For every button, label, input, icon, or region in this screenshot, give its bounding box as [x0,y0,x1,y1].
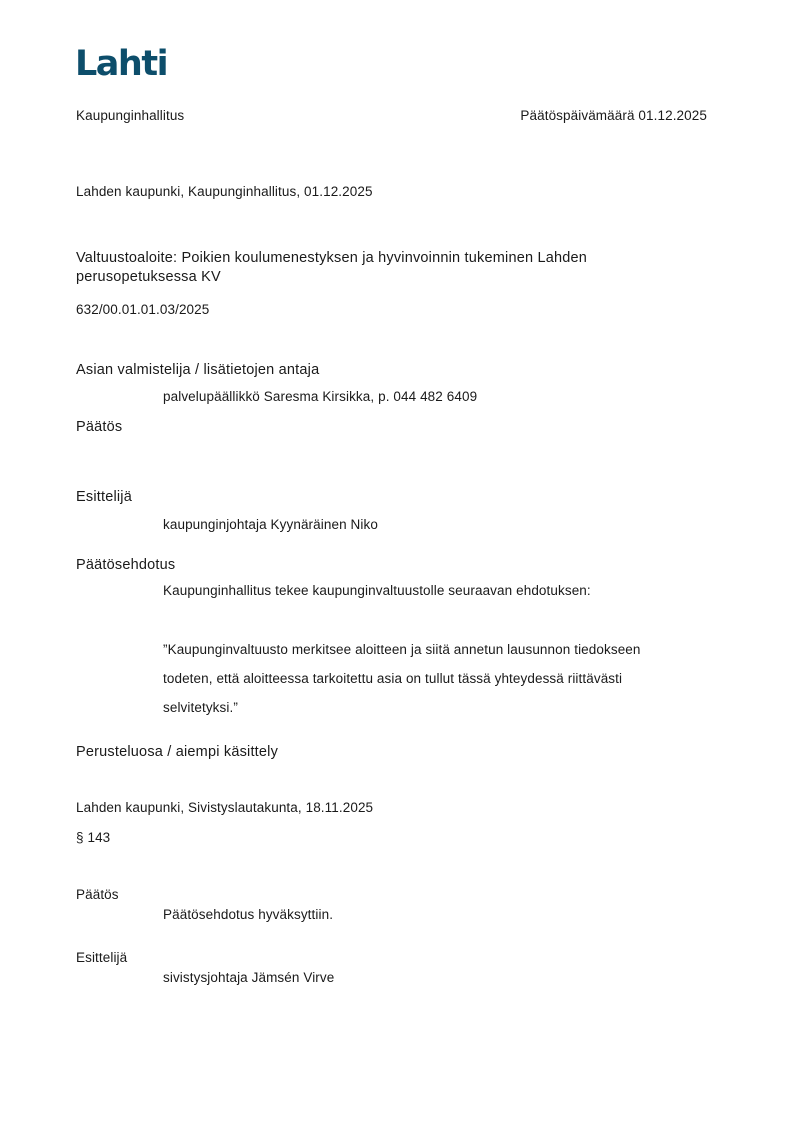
title-line-1: Valtuustoaloite: Poikien koulumenestyksen ja hyvinvoinnin tukeminen Lahden [76,250,588,266]
background-presenter-label: Esittelijä [76,950,128,965]
background-presenter-value: sivistysjohtaja Jämsén Virve [163,970,335,985]
presenter-value: kaupunginjohtaja Kyynäräinen Niko [163,517,378,532]
background-decision-label: Päätös [76,887,119,902]
proposal-intro: Kaupunginhallitus tekee kaupunginvaltuustolle seuraavan ehdotuksen: [163,583,591,598]
presenter-label: Esittelijä [76,489,132,505]
background-meeting-line: Lahden kaupunki, Sivistyslautakunta, 18.11.2025 [76,800,374,815]
title-line-2: perusopetuksessa KV [76,269,221,285]
lahti-logo: Lahti [75,44,168,84]
preparer-label: Asian valmistelija / lisätietojen antaja [76,362,320,378]
preparer-value: palvelupäällikkö Saresma Kirsikka, p. 044 482 6409 [163,389,478,404]
proposal-quote-line: selvitetyksi.” [163,700,238,715]
background-label: Perusteluosa / aiempi käsittely [76,744,279,760]
background-section: § 143 [76,830,111,845]
header-decision-date: Päätöspäivämäärä 01.12.2025 [520,108,707,123]
record-number: 632/00.01.01.03/2025 [76,302,210,317]
meeting-line: Lahden kaupunki, Kaupunginhallitus, 01.12.2025 [76,184,373,199]
proposal-quote-line: todeten, että aloitteessa tarkoitettu asia on tullut tässä yhteydessä riittävästi [163,671,623,686]
decision-label: Päätös [76,419,123,435]
proposal-label: Päätösehdotus [76,557,176,573]
proposal-quote-line: ”Kaupunginvaltuusto merkitsee aloitteen ja siitä annetun lausunnon tiedokseen [163,642,641,657]
background-decision-value: Päätösehdotus hyväksyttiin. [163,907,334,922]
header-organ: Kaupunginhallitus [76,108,185,123]
